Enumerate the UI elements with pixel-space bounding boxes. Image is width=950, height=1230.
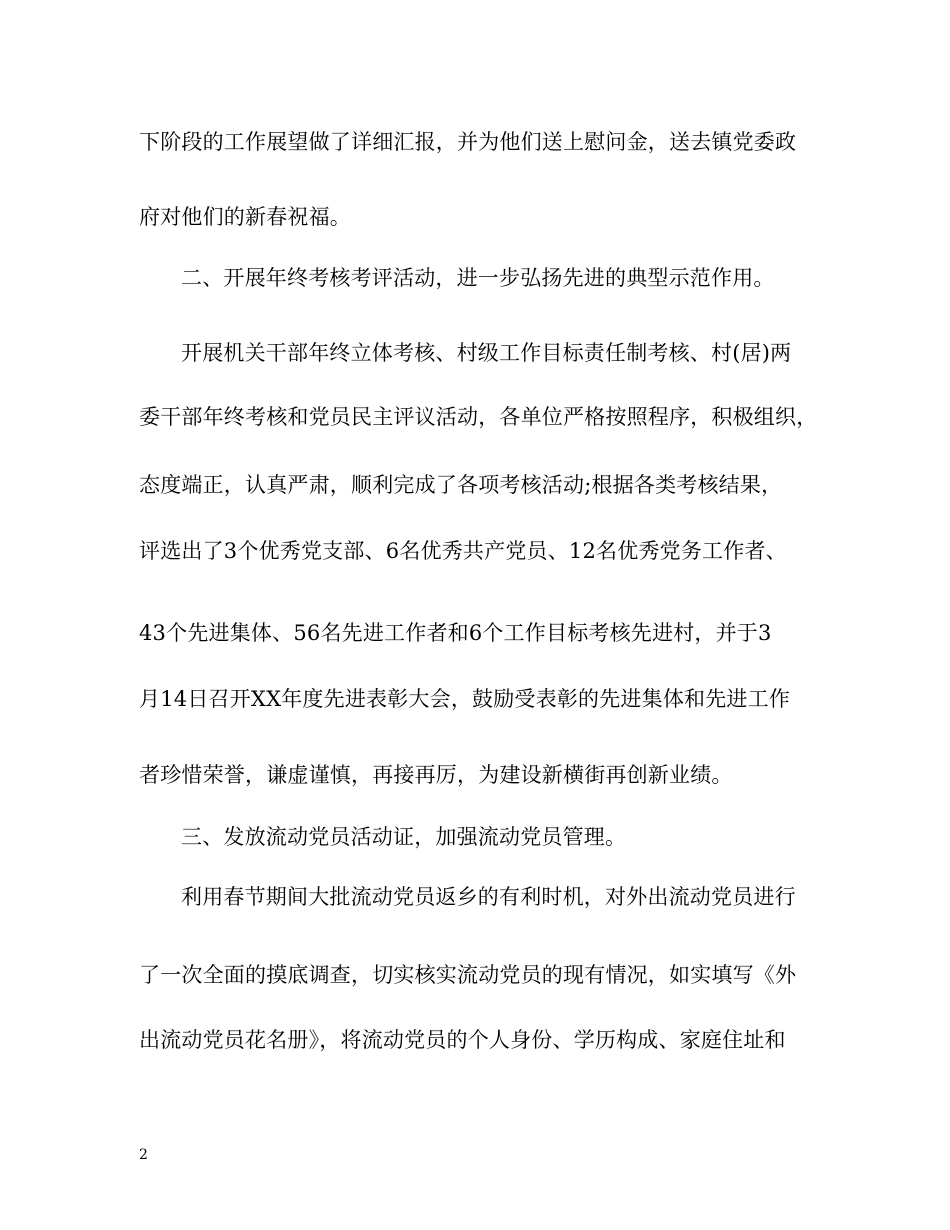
text-line: 月14日召开XX年度先进表彰大会，鼓励受表彰的先进集体和先进工作 (139, 687, 791, 711)
text-line: 下阶段的工作展望做了详细汇报，并为他们送上慰问金，送去镇党委政 (139, 130, 797, 154)
text-line: 出流动党员花名册》，将流动党员的个人身份、学历构成、家庭住址和 (139, 1028, 786, 1052)
text-line: 府对他们的新春祝福。 (139, 205, 351, 229)
text-line: 态度端正，认真严肃，顺利完成了各项考核活动;根据各类考核结果， (139, 473, 783, 497)
text-line: 评选出了3个优秀党支部、6名优秀共产党员、12名优秀党务工作者、 (139, 539, 787, 563)
page-number: 2 (139, 1147, 148, 1163)
text-line: 43个先进集体、56名先进工作者和6个工作目标考核先进村，并于3 (139, 621, 772, 645)
section-heading: 二、开展年终考核考评活动，进一步弘扬先进的典型示范作用。 (181, 266, 775, 290)
section-heading: 三、发放流动党员活动证，加强流动党员管理。 (181, 825, 627, 849)
text-line: 利用春节期间大批流动党员返乡的有利时机，对外出流动党员进行 (181, 885, 796, 909)
text-line: 了一次全面的摸底调查，切实核实流动党员的现有情况，如实填写《外 (139, 963, 797, 987)
text-line: 者珍惜荣誉，谦虚谨慎，再接再厉，为建设新横街再创新业绩。 (139, 763, 733, 787)
text-line: 开展机关干部年终立体考核、村级工作目标责任制考核、村(居)两 (181, 341, 792, 365)
text-line: 委干部年终考核和党员民主评议活动，各单位严格按照程序，积极组织， (139, 405, 818, 429)
